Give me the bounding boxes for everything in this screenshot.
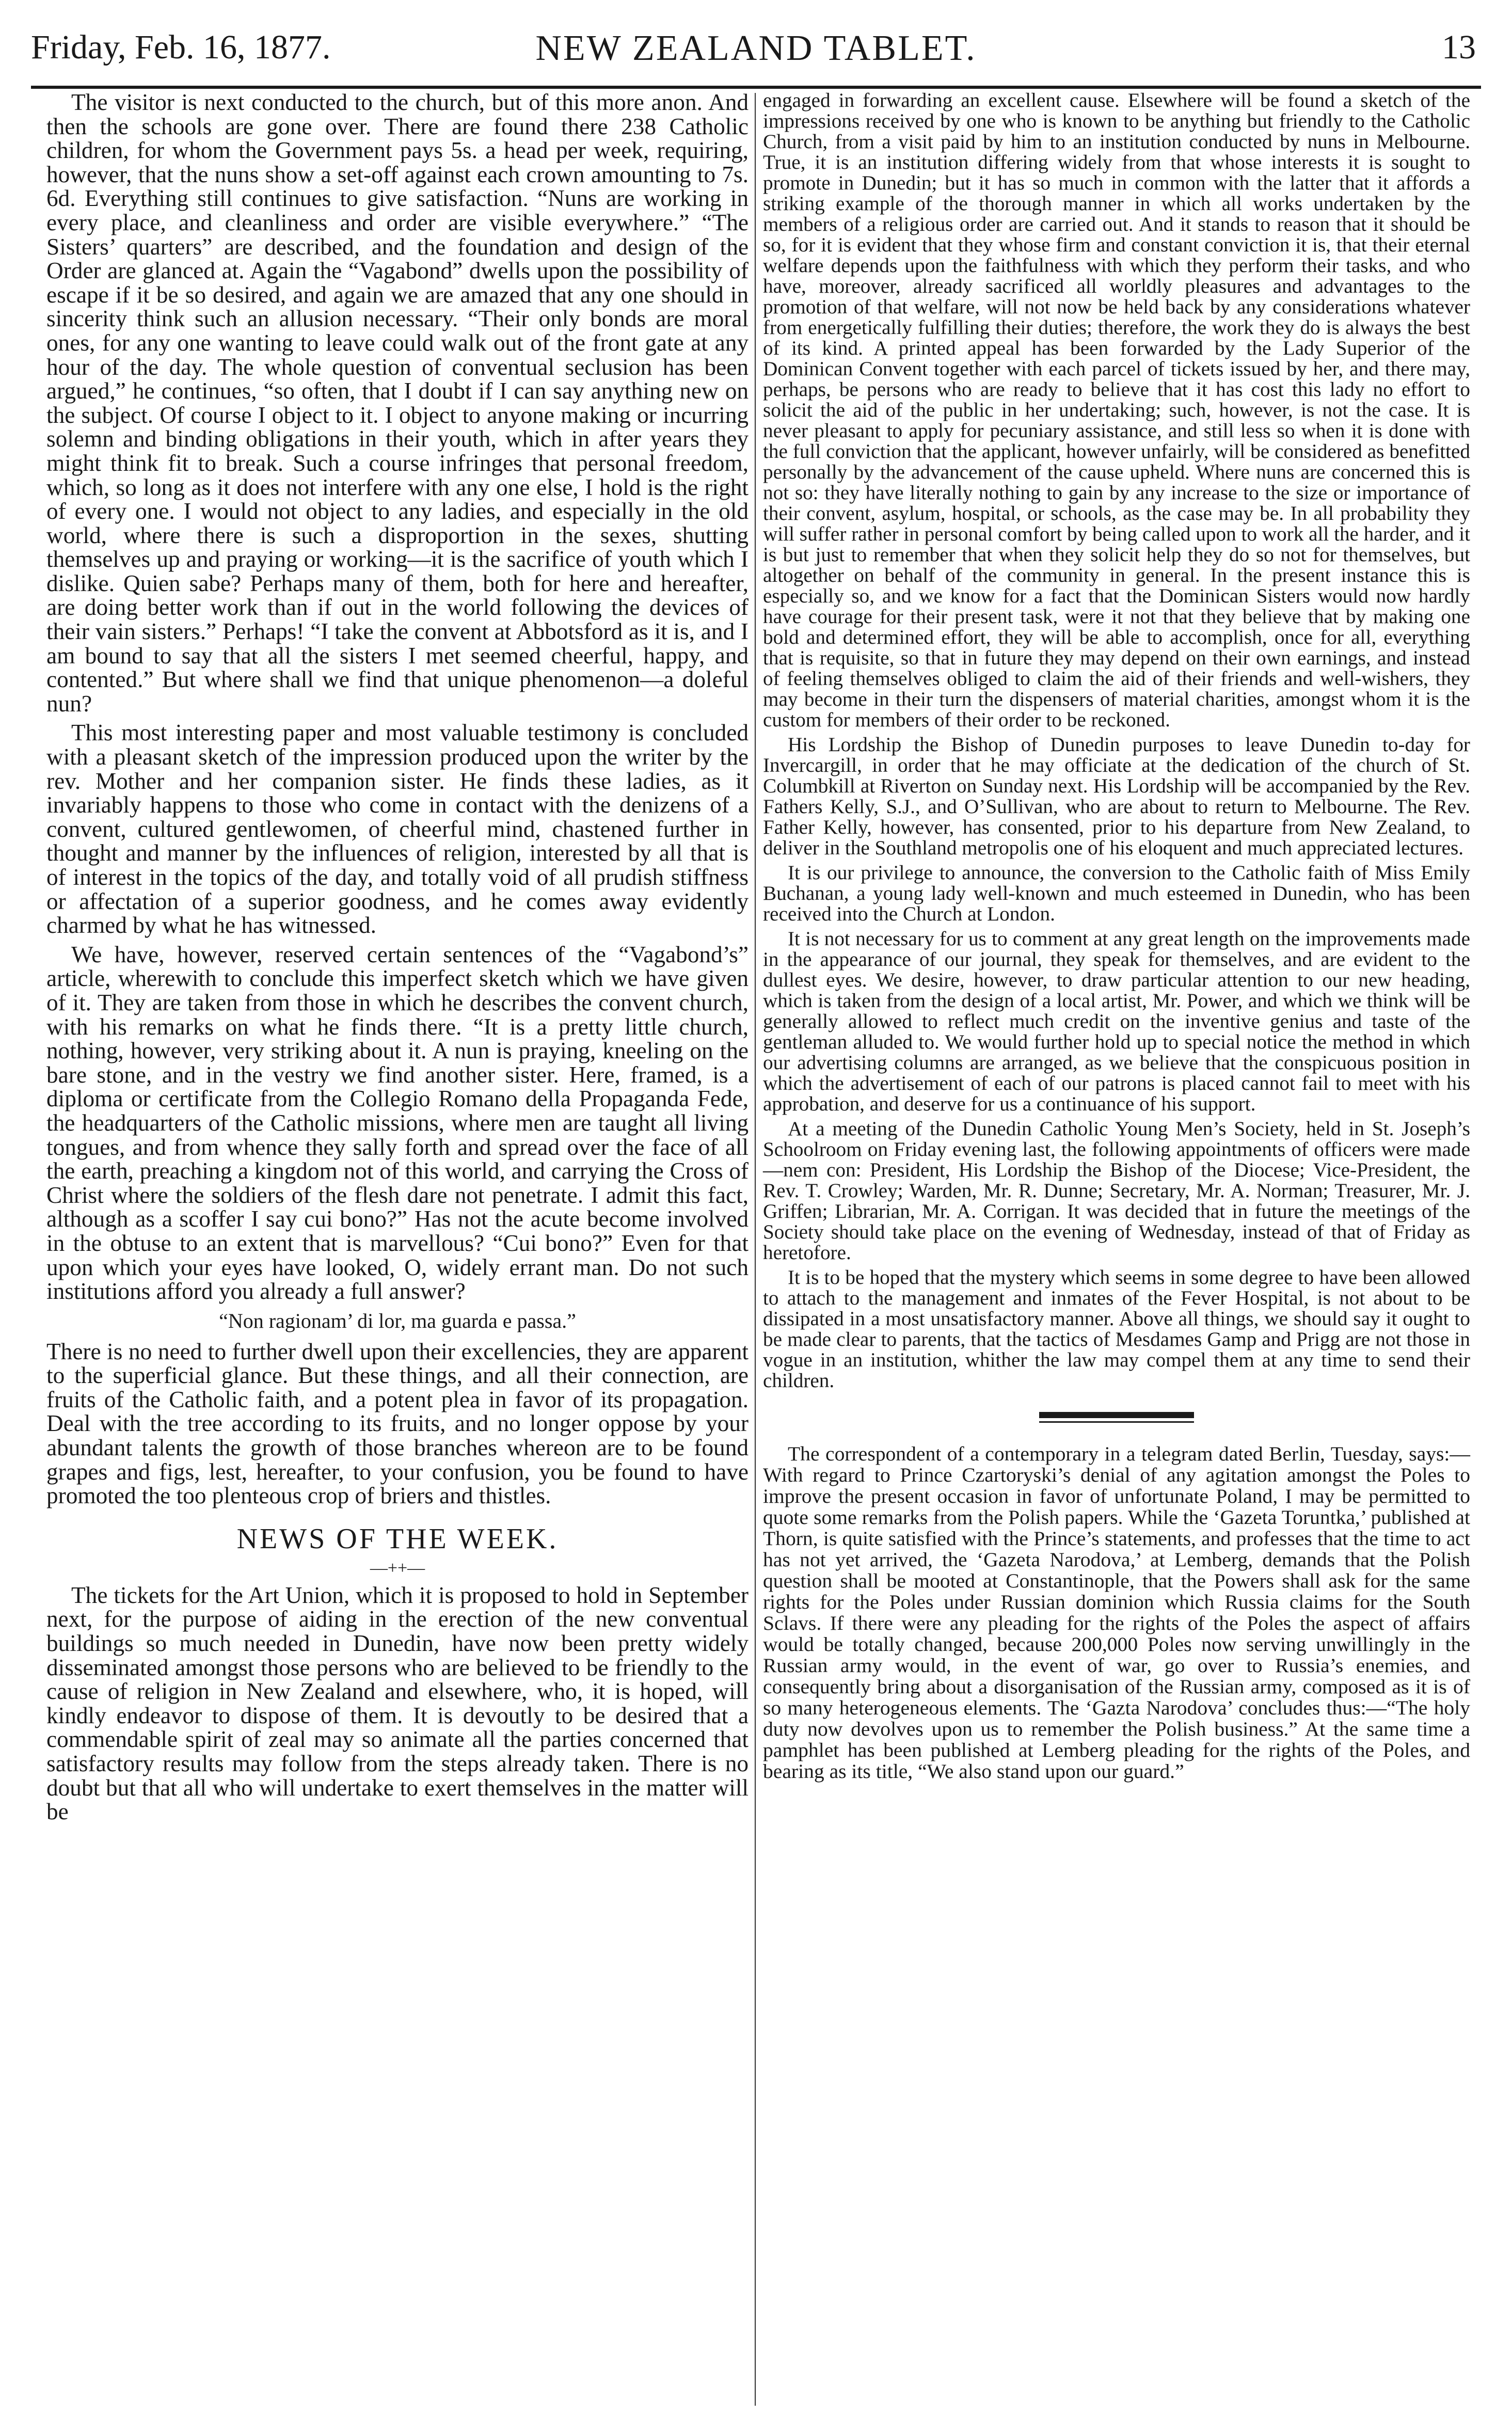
article-paragraph: This most interesting paper and most valuable testimony is concluded with a pleasant sketch of the impression produced upon the writer by the rev. Mother and her companion sister. He finds these ladies, as it invariably happens to those who come in contact with the denizens of a convent, cultured gentlewomen, of cheerful mind, chastened further in thought and manner by the influences of religion, interested by all that is of interest in the topics of the day, and totally void of all prudish stiffness or affectation of a superior goodness, and he comes away evidently charmed by what he has witnessed.: [46, 720, 749, 939]
news-paragraph: It is to be hoped that the mystery which seems in some degree to have been allowed to attach to the management and inmates of the Fever Hospital, is not about to be dissipated in a most unsatisfactory manner. Above all things, we should say it ought to be made clear to parents, that the tactics of Mesdames Gamp and Prigg are not those in vogue in an institution, whither the law may compel them at any time to send their children.: [763, 1266, 1470, 1392]
column-rule: [755, 93, 756, 2406]
news-paragraph: The tickets for the Art Union, which it is proposed to hold in September next, for the purpose of aiding in the erection of the new conventual buildings so much needed in Dunedin, have now been pretty widely disseminated amongst those persons who are believed to be friendly to the cause of religion in New Zealand and elsewhere, who, it is hoped, will kindly endeavor to dispose of them. It is devoutly to be desired that a commendable spirit of zeal may so animate all the parties concerned that satisfactory results may follow from the steps already taken. There is no doubt but that all who will undertake to exert themselves in the matter will be: [46, 1582, 749, 1825]
left-column: [46, 90, 749, 1829]
section-divider: [763, 1412, 1470, 1423]
italian-quote: “Non ragionam’ di lor, ma guarda e passa.”: [219, 1309, 576, 1332]
news-paragraph: It is our privilege to announce, the conversion to the Catholic faith of Miss Emily Buchanan, a young lady well-known and much esteemed in Dunedin, who has been received into the Church at London.: [763, 862, 1470, 925]
issue-date: Friday, Feb. 16, 1877.: [31, 28, 331, 66]
section-heading-news-of-the-week: NEWS OF THE WEEK.: [236, 1522, 559, 1555]
article-paragraph: There is no need to further dwell upon their excellencies, they are apparent to the superficial glance. But these things, and all their connection, are fruits of the Catholic faith, and a potent plea in favor of its propagation. Deal with the tree according to its fruits, and no longer oppose by your abundant talents the growth of those branches whereon are to be found grapes and figs, lest, hereafter, to your confusion, you be found to have promoted the too plenteous crop of briers and thistles.: [46, 1338, 749, 1509]
news-paragraph: engaged in forwarding an excellent cause. Elsewhere will be found a sketch of the impressions received by one who is known to be anything but friendly to the Catholic Church, from a visit paid by him to an institution conducted by nuns in Melbourne. True, it is an institution differing widely from that whose interests it is sought to promote in Dunedin; but it has so much in common with the latter that it affords a striking example of the thorough manner in which all works undertaken by the members of a religious order are carried out. And it stands to reason that it should be so, for it is evident that they whose firm and constant conviction it is, that their eternal welfare depends upon the faithfulness with which they perform their tasks, and who have, moreover, already sacrificed all worldly pleasures and advantages to the promotion of that welfare, will not now be held back by any considerations whatever from energetically fulfilling their duties; therefore, the work they do is always the best of its kind. A printed appeal has been forwarded by the Lady Superior of the Dominican Convent together with each parcel of tickets issued by her, and there may, perhaps, be persons who are ready to believe that it has cost this lady no effort to solicit the aid of the public in her undertaking; such, however, is not the case. It is never pleasant to apply for pecuniary assistance, and still less so when it is done with the full conviction that the applicant, however unfairly, will be considered as benefitted personally by the advancement of the cause upheld. Where nuns are concerned this is not so: they have literally nothing to gain by any increase to the size or importance of their convent, asylum, hospital, or schools, as the case may be. In all probability they will suffer rather in personal comfort by being called upon to work all the harder, and it is but just to remember that when they solicit help they do so not for themselves, but altogether on behalf of the community in general. In the present instance this is especially so, and we know for a fact that the Dominican Sisters would now hardly have courage for their present task, were it not that they believe that by making one bold and determined effort, they will be able to accomplish, once for all, everything that is requisite, so that in future they may depend on their own earnings, and instead of feeling themselves obliged to claim the aid of their friends and well-wishers, they may become in their turn the dispensers of material charities, amongst whom it is the custom for members of their order to be reckoned.: [763, 89, 1470, 731]
article-paragraph: We have, however, reserved certain sentences of the “Vagabond’s” article, wherewith to conclude this imperfect sketch which we have given of it. They are taken from those in which he describes the convent church, with his remarks on what he finds there. “It is a pretty little church, nothing, however, very striking about it. A nun is praying, kneeling on the bare stone, and in the vestry we find another sister. Here, framed, is a diploma or certificate from the Collegio Romano della Propaganda Fede, the headquarters of the Catholic missions, where men are taught all living tongues, and from whence they sally forth and spread over the face of all the earth, preaching a kingdom not of this world, and carrying the Cross of Christ where the soldiers of the flesh dare not penetrate. I admit this fact, although as a scoffer I say cui bono?” Has not the acute become involved in the obtuse to an extent that is marvellous? “Cui bono?” Even for that upon which your eyes have looked, O, widely errant man. Do not such institutions afford you already a full answer?: [46, 941, 749, 1305]
page-number: 13: [1442, 28, 1476, 66]
masthead-title: NEW ZEALAND TABLET.: [535, 28, 977, 68]
heading-ornament: —++—: [370, 1558, 425, 1578]
article-paragraph: The visitor is next conducted to the church, but of this more anon. And then the schools are gone over. There are found there 238 Catholic children, for whom the Government pays 5s. a head per week, requiring, however, that the nuns show a set-off against each crown amounting to 7s. 6d. Everything still continues to give satisfaction. “Nuns are working in every place, and cleanliness and order are visible everywhere.” “The Sisters’ quarters” are described, and the foundation and design of the Order are glanced at. Again the “Vagabond” dwells upon the possibility of escape if it be so desired, and again we are amazed that any one should in sincerity think such an allusion necessary. “Their only bonds are moral ones, for any one wanting to leave could walk out of the front gate at any hour of the day. The whole question of conventual seclusion has been argued,” he continues, “so often, that I doubt if I can say anything new on the subject. Of course I object to it. I object to anyone making or incurring solemn and binding obligations in their youth, which in after years they might think fit to break. Such a course infringes that personal freedom, which, so long as it does not interfere with any one else, I hold is the right of every one. I would not object to any ladies, and especially in the old world, where there is such a disproportion in the sexes, shutting themselves up and praying or working—it is the sacrifice of youth which I dislike. Quien sabe? Perhaps many of them, both for here and hereafter, are doing better work than if out in the world following the devices of their vain sisters.” Perhaps! “I take the convent at Abbotsford as it is, and I am bound to say that all the sisters I met seemed cheerful, happy, and contented.” But where shall we find that unique phenomenon—a doleful nun?: [46, 89, 749, 717]
divider-thick-rule: [1039, 1412, 1194, 1418]
news-paragraph: His Lordship the Bishop of Dunedin purposes to leave Dunedin to-day for Invercargill, in order that he may officiate at the dedication of the church of St. Columbkill at Riverton on Sunday next. His Lordship will be accompanied by the Rev. Fathers Kelly, S.J., and O’Sullivan, who are about to return to Melbourne. The Rev. Father Kelly, however, has consented, prior to his departure from New Zealand, to deliver in the Southland metropolis one of his eloquent and much appreciated lectures.: [763, 734, 1470, 859]
news-paragraph: The correspondent of a contemporary in a telegram dated Berlin, Tuesday, says:—With regard to Prince Czartoryski’s denial of any agitation amongst the Poles to improve the present occasion in favor of unfortunate Poland, I may be permitted to quote some remarks from the Polish papers. While the ‘Gazeta Toruntka,’ published at Thorn, is quite satisfied with the Prince’s statements, and professes that the time to act has not yet arrived, the ‘Gazeta Narodova,’ at Lemberg, demands that the Polish question shall be mooted at Constantinople, that the Powers shall ask for the same rights for the Poles under Russian dominion which Russia claims for the South Sclavs. If there were any pleading for the rights of the Poles the aspect of affairs would be totally changed, because 200,000 Poles now serving unwillingly in the Russian army would, in the event of war, go over to Russia’s enemies, and consequently bring about a disorganisation of the Russian army, composed as it is of so many heterogeneous elements. The ‘Gazta Narodova’ concludes thus:—“The holy duty now devolves upon us to remember the Polish business.” At the same time a pamphlet has been published at Lemberg pleading for the rights of the Poles, and bearing as its title, “We also stand upon our guard.”: [763, 1442, 1470, 1783]
page-header: [31, 19, 1481, 89]
right-column: [763, 90, 1470, 1786]
news-paragraph: It is not necessary for us to comment at any great length on the improvements made in the appearance of our journal, they speak for themselves, and are evident to the dullest eyes. We desire, however, to draw particular attention to our new heading, which is taken from the design of a local artist, Mr. Power, and which we think will be generally allowed to reflect much credit on the inventive genius and taste of the gentleman alluded to. We would further hold up to special notice the method in which our advertising columns are arranged, as we believe that the conspicuous position in which the advertisement of each of our patrons is placed cannot fail to meet with his approbation, and deserve for us a continuance of his support.: [763, 928, 1470, 1115]
divider-thin-rule: [1039, 1421, 1194, 1423]
news-paragraph: At a meeting of the Dunedin Catholic Young Men’s Society, held in St. Joseph’s Schoolroom on Friday evening last, the following appointments of officers were made—nem con: President, His Lordship the Bishop of the Diocese; Vice-President, the Rev. T. Crowley; Warden, Mr. R. Dunne; Secretary, Mr. A. Norman; Treasurer, Mr. J. Griffen; Librarian, Mr. A. Corrigan. It was decided that in future the meetings of the Society should take place on the evening of Wednesday, instead of that of Friday as heretofore.: [763, 1118, 1470, 1264]
